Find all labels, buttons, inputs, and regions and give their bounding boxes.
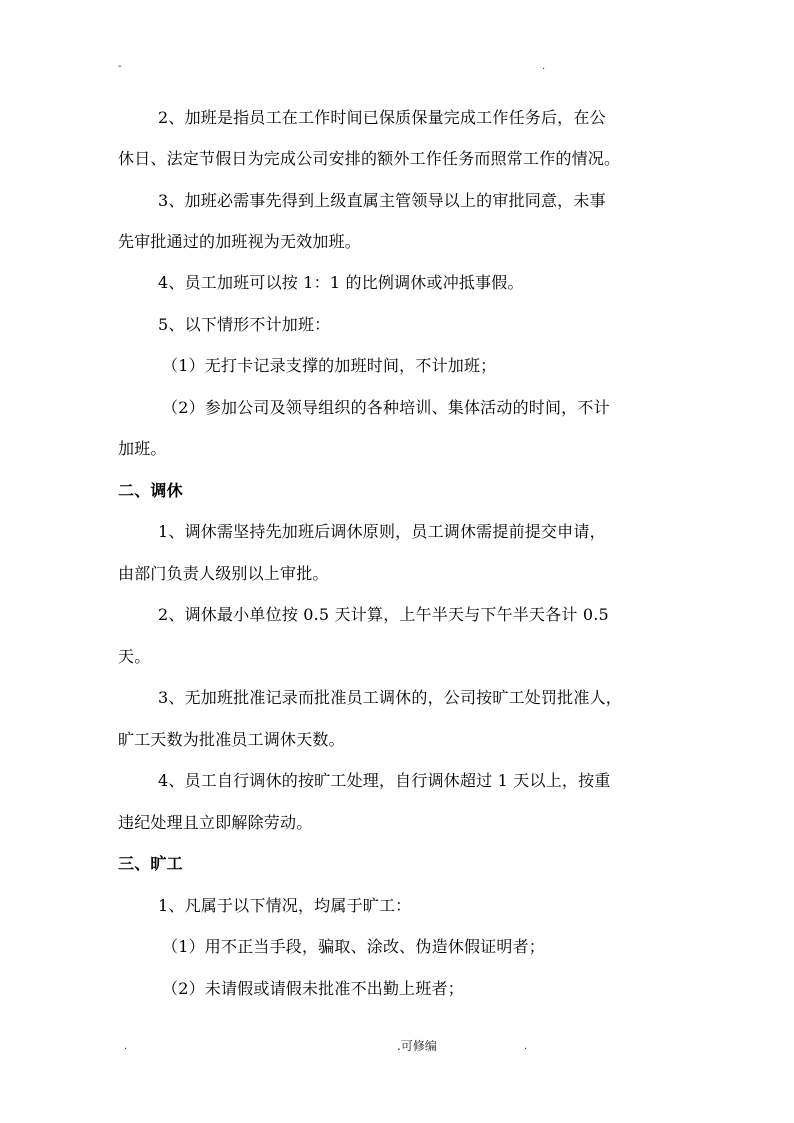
paragraph-line: （1）用不正当手段，骗取、涂改、伪造休假证明者；: [162, 937, 545, 956]
paragraph-line: 由部门负责人级别以上审批。: [118, 564, 329, 583]
paragraph-line: 天。: [118, 647, 151, 666]
footer-label: .可修编: [397, 1039, 437, 1053]
paragraph-line: 加班。: [118, 439, 167, 458]
paragraph-line: 3、加班必需事先得到上级直属主管领导以上的审批同意，未事: [158, 191, 606, 210]
paragraph-line: 休日、法定节假日为完成公司安排的额外工作任务而照常工作的情况。: [118, 149, 621, 168]
paragraph-line: （1）无打卡记录支撑的加班时间，不计加班；: [162, 356, 497, 375]
header-right-mark: .: [542, 61, 546, 72]
paragraph-line: 2、加班是指员工在工作时间已保质保量完成工作任务后，在公: [158, 108, 606, 127]
paragraph-line: 4、员工自行调休的按旷工处理，自行调休超过 1 天以上，按重: [158, 771, 611, 790]
paragraph-line: 旷工天数为批准员工调休天数。: [118, 730, 345, 749]
paragraph-line: 5、以下情形不计加班：: [158, 315, 331, 334]
header-left-mark: -: [118, 61, 122, 72]
paragraph-line: 2、调休最小单位按 0.5 天计算，上午半天与下午半天各计 0.5: [158, 605, 609, 624]
paragraph-line: 3、无加班批准记录而批准员工调休的，公司按旷工处罚批准人，: [158, 688, 622, 707]
footer-right-mark: .: [524, 1041, 528, 1052]
section-heading: 二、调休: [118, 481, 183, 500]
paragraph-line: 先审批通过的加班视为无效加班。: [118, 232, 362, 251]
footer-left-mark: .: [124, 1041, 128, 1052]
section-heading: 三、旷工: [118, 854, 183, 873]
paragraph-line: 违纪处理且立即解除劳动。: [118, 813, 313, 832]
paragraph-line: （2）参加公司及领导组织的各种培训、集体活动的时间，不计: [162, 398, 610, 417]
paragraph-line: 4、员工加班可以按 1：1 的比例调休或冲抵事假。: [158, 273, 524, 292]
paragraph-line: 1、凡属于以下情况，均属于旷工：: [158, 896, 412, 915]
paragraph-line: （2）未请假或请假未批准不出勤上班者；: [162, 979, 464, 998]
paragraph-line: 1、调休需坚持先加班后调休原则，员工调休需提前提交申请，: [158, 522, 606, 541]
